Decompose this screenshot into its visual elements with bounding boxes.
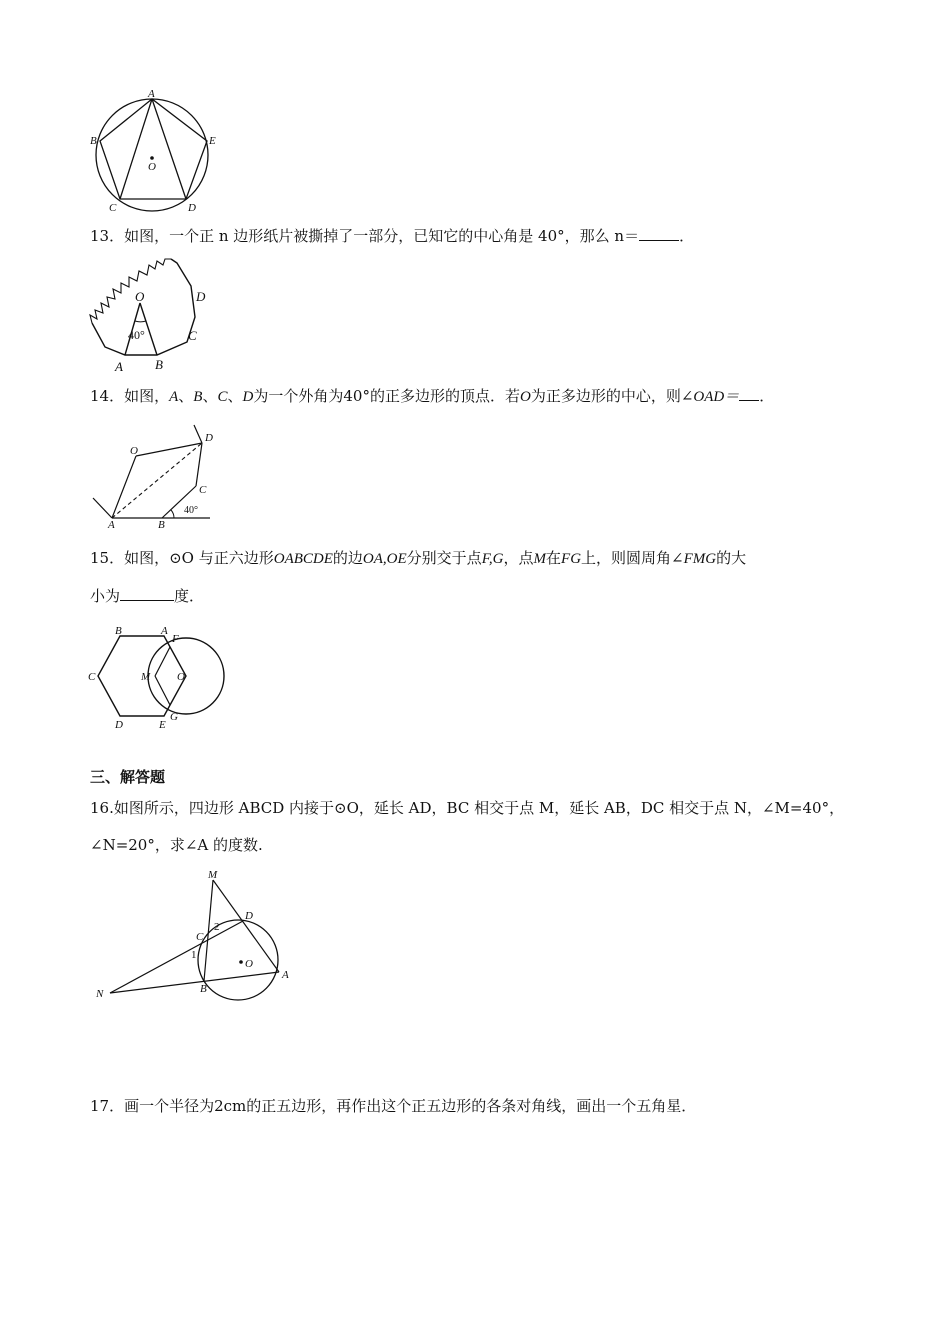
label-a: A xyxy=(161,625,168,637)
label-m: M xyxy=(141,671,151,683)
question-15: 15．如图，⊙O 与正六边形OABCDE的边OA,OE分别交于点F,G，点M在FG上，则圆周角∠FMG的大 xyxy=(90,549,747,567)
label-b: B xyxy=(90,135,97,147)
segment-od xyxy=(136,443,202,456)
label-o: O xyxy=(130,445,138,457)
label-2: 2 xyxy=(214,921,220,933)
answer-blank[interactable] xyxy=(739,386,759,401)
question-16-line2: ∠N=20°，求∠A 的度数. xyxy=(90,836,263,854)
label-n: N xyxy=(96,988,104,1000)
label-m: M xyxy=(208,869,218,881)
angle-arc xyxy=(135,321,146,322)
segment-ad xyxy=(152,99,186,199)
answer-blank[interactable] xyxy=(120,586,174,601)
label-a: A xyxy=(282,969,289,981)
label-d: D xyxy=(205,432,213,444)
circle-o xyxy=(198,920,278,1000)
label-e: E xyxy=(159,719,166,731)
label-b: B xyxy=(115,625,122,637)
label-b: B xyxy=(158,519,165,531)
question-13: 13．如图，一个正 n 边形纸片被撕掉了一部分，已知它的中心角是 40°，那么 n＝ ． xyxy=(90,227,695,245)
pentagon-figure xyxy=(85,88,225,213)
pentagon-diagram xyxy=(85,88,225,213)
exterior-angle-figure xyxy=(88,420,228,532)
label-o: O xyxy=(135,289,145,304)
label-c: C xyxy=(188,328,197,343)
segment-dc xyxy=(196,443,202,486)
torn-polygon-diagram xyxy=(85,255,220,373)
label-o: O xyxy=(245,958,253,970)
label-c: C xyxy=(199,484,207,496)
question-16: 16.如图所示，四边形 ABCD 内接于⊙O，延长 AD，BC 相交于点 M，延长 AB，DC 相交于点 N，∠M=40°， xyxy=(90,799,845,817)
angle-arc xyxy=(171,510,174,518)
center-point xyxy=(150,156,154,160)
extension-top xyxy=(194,425,202,443)
question-number: 13． xyxy=(90,227,125,245)
label-d: D xyxy=(245,910,253,922)
label-a: A xyxy=(108,519,115,531)
label-o: O xyxy=(148,161,156,173)
label-d: D xyxy=(115,719,123,731)
torn-polygon-figure xyxy=(85,255,220,373)
label-g: G xyxy=(170,711,178,723)
hexagon-circle-diagram xyxy=(86,620,231,732)
answer-blank[interactable] xyxy=(639,226,679,241)
hexagon-circle-figure xyxy=(86,620,231,732)
label-b: B xyxy=(155,357,163,372)
label-f: F xyxy=(172,633,179,645)
torn-edge xyxy=(90,259,171,323)
cyclic-quad-figure xyxy=(92,866,297,1002)
question-17: 17．画一个半径为2cm的正五边形，再作出这个正五边形的各条对角线，画出一个五角星． xyxy=(90,1097,697,1115)
cyclic-quad-diagram xyxy=(92,866,297,1002)
line-nd xyxy=(110,921,243,993)
label-c: C xyxy=(88,671,96,683)
angle-label: 40° xyxy=(184,505,198,516)
label-d: D xyxy=(188,202,196,214)
label-c: C xyxy=(196,931,204,943)
center-point xyxy=(239,960,243,964)
question-15-line2: 小为 度． xyxy=(90,587,205,605)
question-text: 如图，一个正 n 边形纸片被撕掉了一部分，已知它的中心角是 40°，那么 n＝ xyxy=(124,227,640,245)
question-14: 14．如图，A、B、C、D为一个外角为40°的正多边形的顶点．若O为正多边形的中心，则∠OAD＝ ． xyxy=(90,387,775,405)
label-a: A xyxy=(148,88,155,100)
circumcircle xyxy=(96,99,208,211)
angle-label: 40° xyxy=(128,328,145,342)
exterior-angle-diagram xyxy=(88,420,228,532)
section-heading: 三、解答题 xyxy=(90,768,166,786)
label-o: O xyxy=(177,671,185,683)
label-b: B xyxy=(200,983,207,995)
label-d: D xyxy=(196,289,206,304)
line-na xyxy=(110,972,279,993)
segment-ac xyxy=(120,99,152,199)
label-1: 1 xyxy=(191,949,197,961)
label-c: C xyxy=(109,202,117,214)
label-e: E xyxy=(209,135,216,147)
label-a: A xyxy=(115,359,123,374)
extension-left xyxy=(93,498,112,518)
